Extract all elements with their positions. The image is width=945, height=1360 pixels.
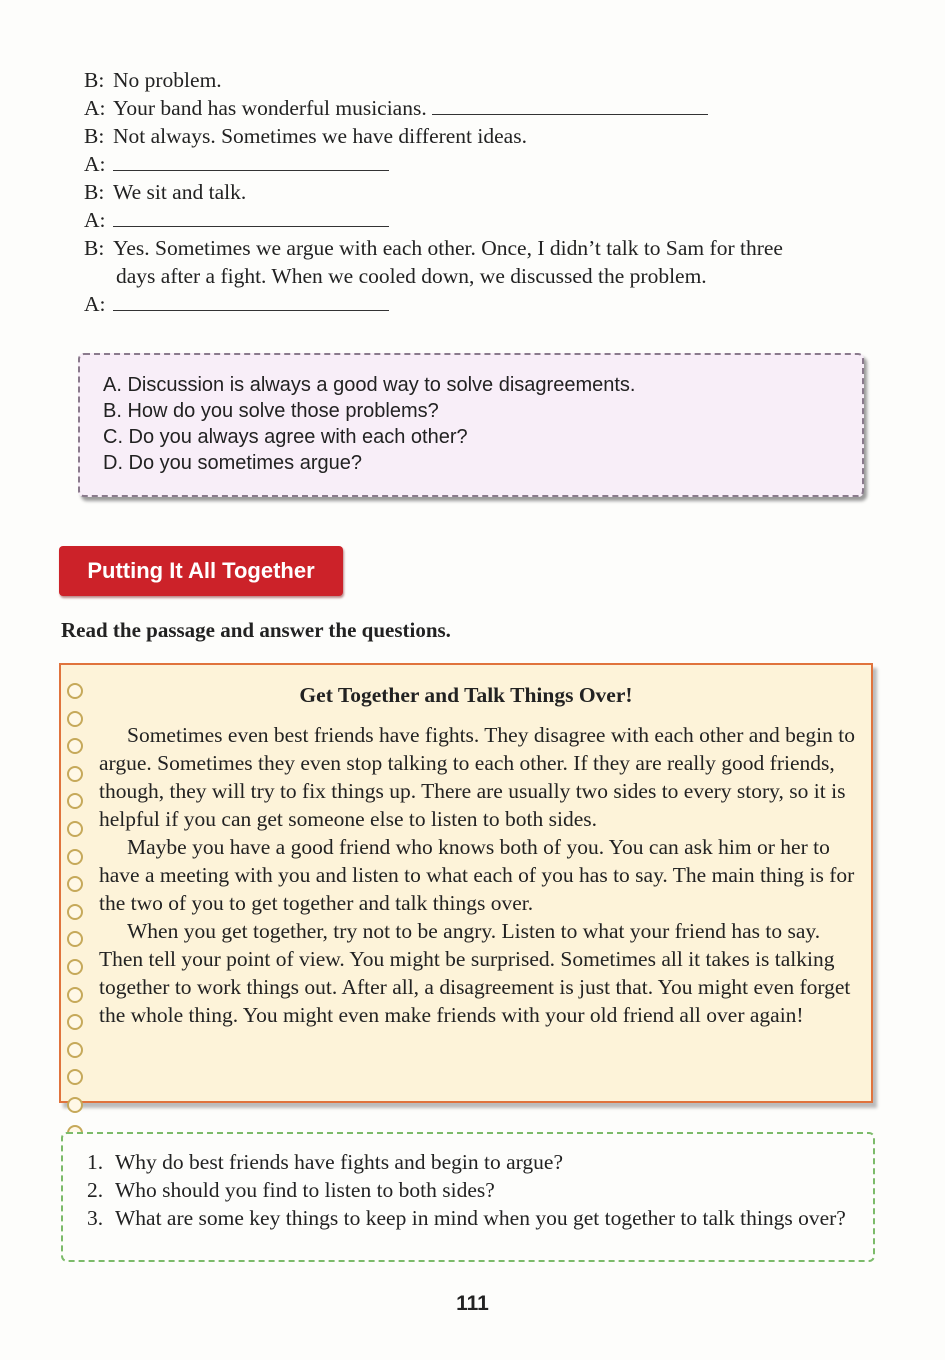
dialogue-text: We sit and talk. (113, 180, 247, 204)
dialogue-text: days after a fight. When we cooled down, we discussed the problem. (116, 264, 707, 288)
ring-icon (67, 959, 83, 975)
spiral-binding (67, 683, 87, 1152)
dialogue-line-continued (84, 262, 884, 290)
question-item (87, 1204, 855, 1232)
dialogue-text: Your band has wonderful musicians. (113, 96, 427, 120)
ring-icon (67, 711, 83, 727)
dialogue (84, 66, 884, 318)
speaker-label: A: (84, 292, 106, 316)
ring-icon (67, 849, 83, 865)
question-text: What are some key things to keep in mind when you get together to talk things over? (115, 1206, 846, 1230)
speaker-label: B: (84, 180, 105, 204)
answer-option: D. Do you sometimes argue? (103, 452, 363, 474)
dialogue-text: Yes. Sometimes we argue with each other. Once, I didn’t talk to Sam for three (113, 236, 783, 260)
question-number: 1. (87, 1150, 104, 1174)
dialogue-line (84, 234, 884, 262)
answer-blank[interactable] (113, 150, 389, 171)
ring-icon (67, 931, 83, 947)
question-item (87, 1148, 855, 1176)
ring-icon (67, 1069, 83, 1085)
section-heading: Putting It All Together (59, 546, 343, 596)
question-text: Why do best friends have fights and begin to argue? (115, 1150, 563, 1174)
ring-icon (67, 987, 83, 1003)
answer-blank[interactable] (113, 290, 389, 311)
question-item (87, 1176, 855, 1204)
ring-icon (67, 766, 83, 782)
page-number: 111 (456, 1292, 489, 1315)
ring-icon (67, 1042, 83, 1058)
speaker-label: A: (84, 208, 106, 232)
ring-icon (67, 738, 83, 754)
dialogue-text: No problem. (113, 68, 222, 92)
answer-option: A. Discussion is always a good way to solve disagreements. (103, 374, 636, 396)
dialogue-line (84, 122, 884, 150)
passage-body (99, 721, 865, 1029)
ring-icon (67, 821, 83, 837)
passage-paragraph: When you get together, try not to be angry. Listen to what your friend has to say. Then tell your point of view. You might be surprised. Sometimes all it takes is talking together to work things out. After all, a disagreement is just that. You might even forget the whole thing. You might even make friends with your old friend all over again! (99, 919, 851, 1027)
dialogue-line (84, 66, 884, 94)
question-number: 2. (87, 1178, 104, 1202)
ring-icon (67, 1097, 83, 1113)
question-number: 3. (87, 1206, 104, 1230)
answer-blank[interactable] (432, 94, 708, 115)
question-text: Who should you find to listen to both sides? (115, 1178, 495, 1202)
answer-option: C. Do you always agree with each other? (103, 426, 468, 448)
passage-title: Get Together and Talk Things Over! (299, 683, 633, 707)
passage-paragraph: Maybe you have a good friend who knows both of you. You can ask him or her to have a meeting with you and listen to what each of you has to say. The main thing is for the two of you to get together and talk things over. (99, 835, 855, 915)
answer-blank[interactable] (113, 206, 389, 227)
ring-icon (67, 876, 83, 892)
ring-icon (67, 1014, 83, 1030)
speaker-label: B: (84, 68, 105, 92)
questions-box (61, 1132, 875, 1262)
speaker-label: B: (84, 236, 105, 260)
ring-icon (67, 793, 83, 809)
answer-options-box (78, 353, 864, 497)
reading-passage-box (59, 663, 873, 1103)
dialogue-line (84, 150, 884, 178)
dialogue-line (84, 290, 884, 318)
speaker-label: A: (84, 152, 106, 176)
speaker-label: B: (84, 124, 105, 148)
ring-icon (67, 904, 83, 920)
dialogue-text: Not always. Sometimes we have different ideas. (113, 124, 527, 148)
instruction-text: Read the passage and answer the questions. (61, 618, 451, 642)
dialogue-line (84, 178, 884, 206)
speaker-label: A: (84, 96, 106, 120)
dialogue-line (84, 206, 884, 234)
answer-option: B. How do you solve those problems? (103, 400, 439, 422)
dialogue-line (84, 94, 884, 122)
passage-paragraph: Sometimes even best friends have fights. They disagree with each other and begin to argue. Sometimes they even stop talking to each other. If they are really good friends, though, they will try to fix things up. There are usually two sides to every story, so it is helpful if you can get someone else to listen to both sides. (99, 723, 856, 831)
